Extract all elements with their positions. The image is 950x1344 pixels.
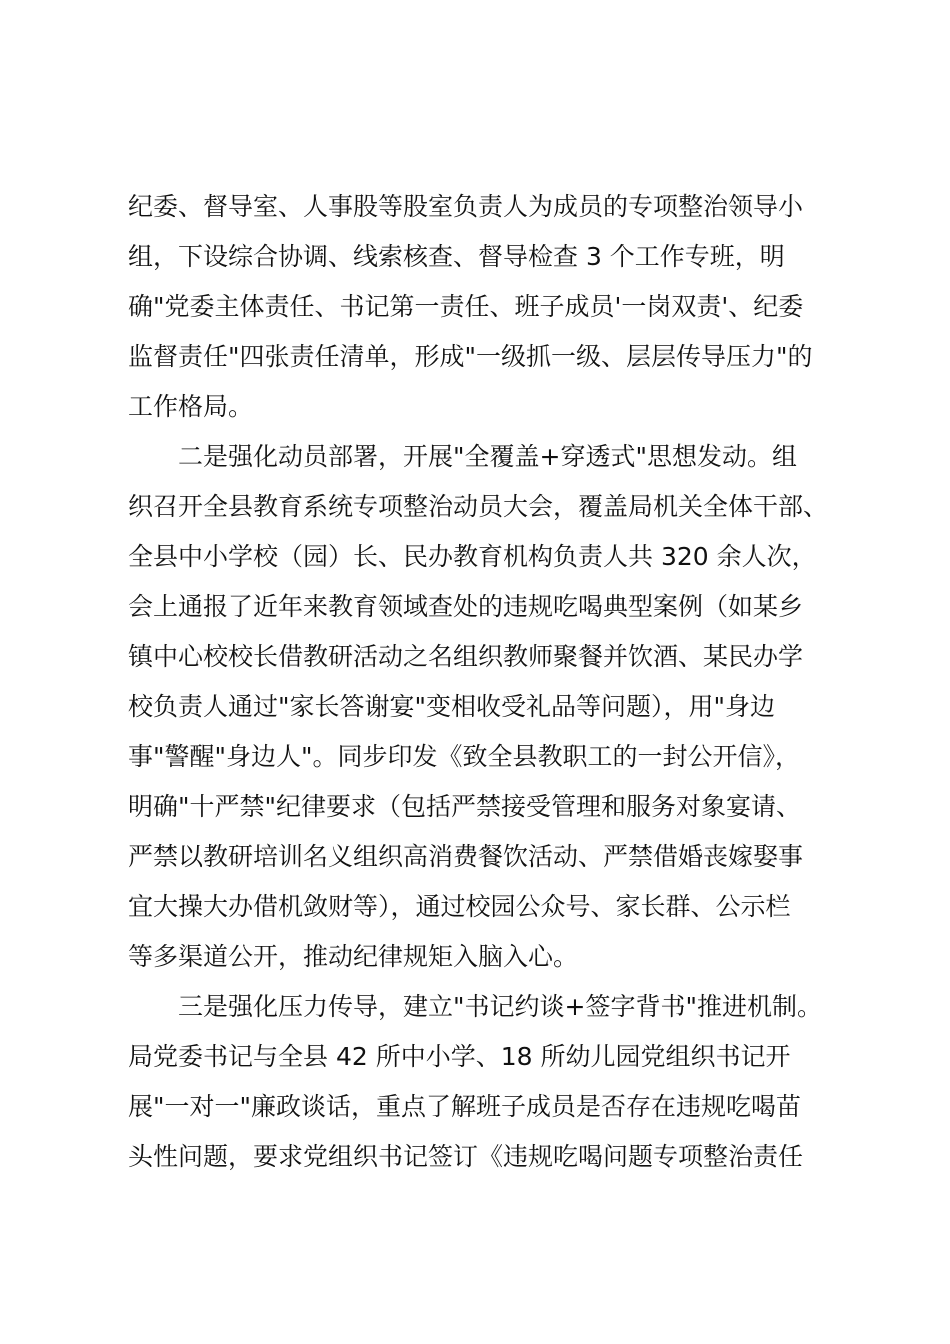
text-line: 展"一对一"廉政谈话，重点了解班子成员是否存在违规吃喝苗 [128, 1092, 802, 1121]
text-line: 镇中心校校长借教研活动之名组织教师聚餐并饮酒、某民办学 [128, 642, 804, 671]
text-line: 工作格局。 [128, 392, 254, 421]
text-line: 监督责任"四张责任清单，形成"一级抓一级、层层传导压力"的 [128, 342, 813, 371]
text-line: 确"党委主体责任、书记第一责任、班子成员'一岗双责'、纪委 [128, 292, 804, 321]
text-line: 会上通报了近年来教育领域查处的违规吃喝典型案例（如某乡 [128, 592, 804, 621]
text-line: 头性问题，要求党组织书记签订《违规吃喝问题专项整治责任 [128, 1142, 804, 1171]
text-line: 局党委书记与全县 42 所中小学、18 所幼儿园党组织书记开 [128, 1042, 791, 1071]
text-line: 校负责人通过"家长答谢宴"变相收受礼品等问题），用"身边 [128, 692, 775, 721]
text-line: 明确"十严禁"纪律要求（包括严禁接受管理和服务对象宴请、 [128, 792, 802, 821]
text-line: 宜大操大办借机敛财等），通过校园公众号、家长群、公示栏 [128, 892, 791, 921]
paragraph-start-line: 二是强化动员部署，开展"全覆盖+穿透式"思想发动。组 [178, 442, 797, 471]
text-line: 严禁以教研培训名义组织高消费餐饮活动、严禁借婚丧嫁娶事 [128, 842, 804, 871]
text-line: 全县中小学校（园）长、民办教育机构负责人共 320 余人次， [128, 542, 817, 571]
paragraph-start-line: 三是强化压力传导，建立"书记约谈+签字背书"推进机制。 [178, 992, 822, 1021]
text-line: 等多渠道公开，推动纪律规矩入脑入心。 [128, 942, 579, 971]
text-line: 事"警醒"身边人"。同步印发《致全县教职工的一封公开信》， [128, 742, 800, 771]
text-line: 组，下设综合协调、线索核查、督导检查 3 个工作专班，明 [128, 242, 785, 271]
text-line: 织召开全县教育系统专项整治动员大会，覆盖局机关全体干部、 [128, 492, 829, 521]
text-line: 纪委、督导室、人事股等股室负责人为成员的专项整治领导小 [128, 192, 804, 221]
